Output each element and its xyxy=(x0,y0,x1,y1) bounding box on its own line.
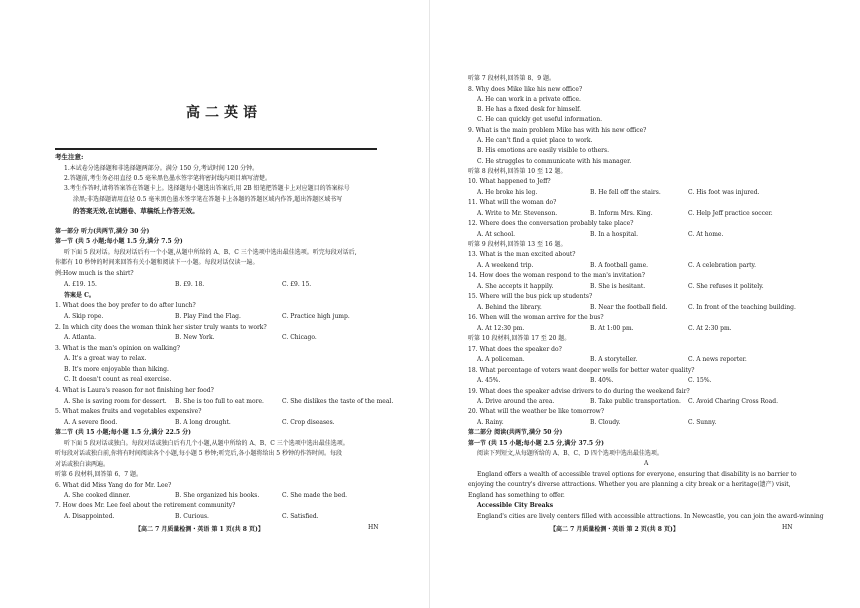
option: C. A celebration party. xyxy=(688,262,757,269)
option: B. It's more enjoyable than hiking. xyxy=(64,366,169,373)
passage-line: England offers a wealth of accessible travel options for everyone, ensuring that disability is no barrier to xyxy=(477,471,797,478)
option: A. Write to Mr. Stevenson. xyxy=(477,210,558,217)
material-heading: 听第 10 段材料,回答第 17 至 20 题。 xyxy=(468,335,571,342)
option: A. £19. 15. xyxy=(64,281,97,288)
option: B. Take public transportation. xyxy=(590,398,681,405)
option: B. Play Find the Flag. xyxy=(175,313,241,320)
option: A. She accepts it happily. xyxy=(477,283,554,290)
option: B. Curious. xyxy=(175,513,209,520)
instructions: 听下面 5 段对话或独白。每段对话或独白后有几个小题,从题中所给的 A、B、C 三个选项中选出最佳选项。 xyxy=(64,440,349,447)
option: A. He can't find a quiet place to work. xyxy=(477,137,593,144)
option: C. He struggles to communicate with his manager. xyxy=(477,158,632,165)
option: B. New York. xyxy=(175,334,215,341)
passage-line: enjoying the country's diverse attractions. Whether you are planning a city break or a heritage(遗产) visit, xyxy=(468,481,791,488)
option: B. He fell off the stairs. xyxy=(590,189,661,196)
option: A. It's a great way to relax. xyxy=(64,355,147,362)
question: 9. What is the main problem Mike has with his new office? xyxy=(468,127,647,134)
passage-line: England's cities are lively centers filled with accessible attractions. In Newcastle, you can join the award-winning xyxy=(477,513,824,520)
question: 14. How does the woman respond to the man's invitation? xyxy=(468,272,645,279)
option: A. Skip rope. xyxy=(64,313,104,320)
option: A. 45%. xyxy=(477,377,501,384)
instructions: 阅读下列短文,从每题所给的 A、B、C、D 四个选项中选出最佳选项。 xyxy=(477,450,663,457)
option: A. A weekend trip. xyxy=(477,262,534,269)
option: B. His emotions are easily visible to others. xyxy=(477,147,609,154)
option: A. She is saving room for dessert. xyxy=(64,398,167,405)
page-2 xyxy=(430,0,860,608)
question: 12. Where does the conversation probably take place? xyxy=(468,220,634,227)
option: C. Satisfied. xyxy=(282,513,319,520)
option: B. He has a fixed desk for himself. xyxy=(477,106,582,113)
option: B. She organized his books. xyxy=(175,492,260,499)
question: 15. Where will the bus pick up students? xyxy=(468,293,593,300)
notice-line: 涂黑;非选择题请用直径 0.5 毫米黑色墨水签字笔在答题卡上各题的答题区域内作答,超出答题区域书写 xyxy=(73,196,343,203)
question: 11. What will the woman do? xyxy=(468,199,557,206)
option: C. In front of the teaching building. xyxy=(688,304,796,311)
option: C. Crop diseases. xyxy=(282,419,335,426)
option: B. A football game. xyxy=(590,262,649,269)
option: B. At 1:00 pm. xyxy=(590,325,634,332)
material-heading: 听第 7 段材料,回答第 8、9 题。 xyxy=(468,75,555,82)
question: 8. Why does Mike like his new office? xyxy=(468,86,583,93)
question: 6. What did Miss Yang do for Mr. Lee? xyxy=(55,482,172,489)
question: 4. What is Laura's reason for not finishing her food? xyxy=(55,387,214,394)
option: A. A policeman. xyxy=(477,356,525,363)
option: C. 15%. xyxy=(688,377,712,384)
part-heading: 第一部分 听力(共两节,满分 30 分) xyxy=(55,228,150,235)
question: 20. What will the weather be like tomorrow? xyxy=(468,408,605,415)
option: B. Inform Mrs. King. xyxy=(590,210,653,217)
instructions: 听每段对话或独白前,你将有时间阅读各个小题,每小题 5 秒钟;听完后,各小题将给出 5 秒钟的作答时间。每段 xyxy=(55,450,343,457)
option: C. She made the bed. xyxy=(282,492,348,499)
option: C. A news reporter. xyxy=(688,356,747,363)
option: C. £9. 15. xyxy=(282,281,312,288)
option: B. Cloudy. xyxy=(590,419,621,426)
question: 17. What does the speaker do? xyxy=(468,346,562,353)
option: A. A severe flood. xyxy=(64,419,118,426)
subheading: Accessible City Breaks xyxy=(477,502,554,509)
example-question: 例:How much is the shirt? xyxy=(55,270,134,277)
title-rule xyxy=(55,148,377,150)
option: A. Behind the library. xyxy=(477,304,542,311)
option: A. Rainy. xyxy=(477,419,504,426)
passage-line: England has something to offer. xyxy=(468,492,565,499)
question: 19. What does the speaker advise drivers to do during the weekend fair? xyxy=(468,388,690,395)
option: C. Avoid Charing Cross Road. xyxy=(688,398,778,405)
question: 5. What makes fruits and vegetables expensive? xyxy=(55,408,202,415)
notice-line: 2.答题前,考生务必用直径 0.5 毫米黑色墨水签字笔将密封线内项目填写清楚。 xyxy=(64,175,271,182)
option: B. She is too full to eat more. xyxy=(175,398,264,405)
question: 16. When will the woman arrive for the bus? xyxy=(468,314,604,321)
option: B. A long drought. xyxy=(175,419,231,426)
option: C. He can quickly get useful information. xyxy=(477,116,603,123)
section-heading: 第一节 (共 5 小题;每小题 1.5 分,满分 7.5 分) xyxy=(55,238,183,245)
question: 10. What happened to Jeff? xyxy=(468,178,551,185)
page-footer: 【高二 7 月质量检测・英语 第 2 页(共 8 页)】 xyxy=(550,526,679,533)
question: 13. What is the man excited about? xyxy=(468,251,576,258)
notice-line: 3.考生作答时,请将答案答在答题卡上。选择题每小题选出答案后,用 2B 铅笔把答题卡上对应题目的答案标号 xyxy=(64,185,350,192)
question: 7. How does Mr. Lee feel about the retirement community? xyxy=(55,502,236,509)
question: 1. What does the boy prefer to do after lunch? xyxy=(55,302,196,309)
option: C. Help Jeff practice soccer. xyxy=(688,210,773,217)
option: C. His foot was injured. xyxy=(688,189,760,196)
region-code: HN xyxy=(368,524,379,531)
option: B. 40%. xyxy=(590,377,614,384)
material-heading: 听第 6 段材料,回答第 6、7 题。 xyxy=(55,471,142,478)
option: B. £9. 18. xyxy=(175,281,205,288)
example-answer: 答案是 C。 xyxy=(64,292,95,299)
section-heading: 第一节 (共 15 小题;每小题 2.5 分,满分 37.5 分) xyxy=(468,440,605,447)
passage-letter: A xyxy=(644,460,649,467)
notice-heading: 考生注意: xyxy=(55,153,84,161)
option: A. She cooked dinner. xyxy=(64,492,131,499)
option: C. She refuses it politely. xyxy=(688,283,764,290)
option: C. She dislikes the taste of the meal. xyxy=(282,398,394,405)
option: B. A storyteller. xyxy=(590,356,638,363)
page-footer: 【高二 7 月质量检测・英语 第 1 页(共 8 页)】 xyxy=(135,526,264,533)
section-heading: 第二节 (共 15 小题;每小题 1.5 分,满分 22.5 分) xyxy=(55,429,192,436)
option: A. At school. xyxy=(477,231,516,238)
option: A. Disappointed. xyxy=(64,513,115,520)
option: A. He broke his leg. xyxy=(477,189,538,196)
notice-line: 1.本试卷分选择题和非选择题两部分。满分 150 分,考试时间 120 分钟。 xyxy=(64,165,259,172)
option: A. At 12:30 pm. xyxy=(477,325,525,332)
notice-line: 的答案无效,在试题卷、草稿纸上作答无效。 xyxy=(73,207,199,215)
option: C. Practice high jump. xyxy=(282,313,350,320)
option: C. At 2:30 pm. xyxy=(688,325,732,332)
instructions: 对话或独白读两遍。 xyxy=(55,461,110,468)
option: C. Sunny. xyxy=(688,419,717,426)
question: 3. What is the man's opinion on walking? xyxy=(55,345,180,352)
option: C. It doesn't count as real exercise. xyxy=(64,376,172,383)
option: C. Chicago. xyxy=(282,334,317,341)
instructions: 听下面 5 段对话。每段对话后有一个小题,从题中所给的 A、B、C 三个选项中选出最佳选项。听完每段对话后, xyxy=(64,249,357,256)
option: A. Atlanta. xyxy=(64,334,97,341)
exam-title: 高二英语 xyxy=(186,105,262,121)
question: 18. What percentage of voters want deeper wells for better water quality? xyxy=(468,367,695,374)
option: B. In a hospital. xyxy=(590,231,638,238)
material-heading: 听第 8 段材料,回答第 10 至 12 题。 xyxy=(468,168,567,175)
option: C. At home. xyxy=(688,231,724,238)
option: A. Drive around the area. xyxy=(477,398,555,405)
instructions: 你都有 10 秒钟的时间来回答有关小题和阅读下一小题。每段对话仅读一遍。 xyxy=(55,259,259,266)
part-heading: 第二部分 阅读(共两节,满分 50 分) xyxy=(468,429,563,436)
region-code: HN xyxy=(782,524,793,531)
question: 2. In which city does the woman think her sister truly wants to work? xyxy=(55,324,267,331)
option: B. Near the football field. xyxy=(590,304,668,311)
option: B. She is hesitant. xyxy=(590,283,646,290)
option: A. He can work in a private office. xyxy=(477,96,581,103)
material-heading: 听第 9 段材料,回答第 13 至 16 题。 xyxy=(468,241,567,248)
